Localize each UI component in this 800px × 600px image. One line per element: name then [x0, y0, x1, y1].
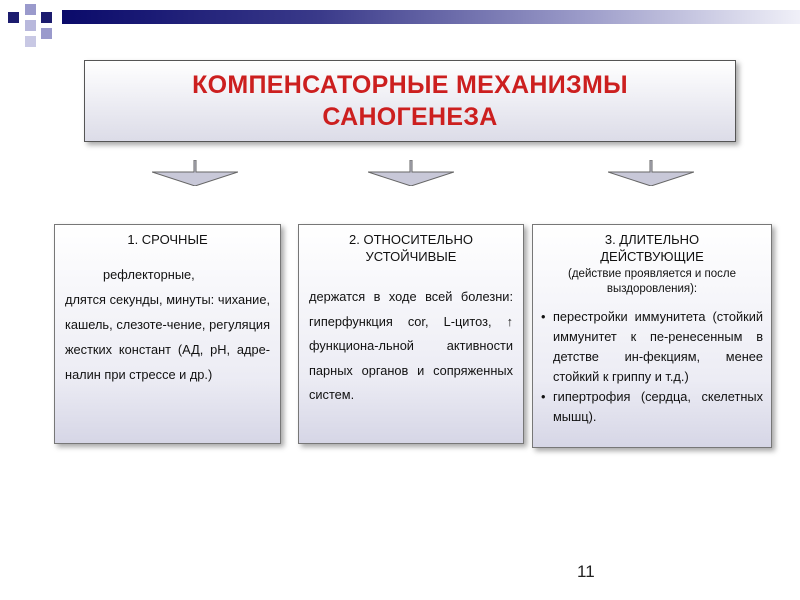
- card-title-line-2: УСТОЙЧИВЫЕ: [365, 249, 457, 264]
- page-number: 11: [577, 562, 595, 581]
- title-box: [84, 60, 736, 142]
- decor-square: [41, 12, 52, 23]
- decor-square: [25, 20, 36, 31]
- card-title: [541, 231, 763, 265]
- card-relatively-stable: [298, 224, 524, 444]
- card-subtitle: (действие проявляется и после выздоровления):: [568, 268, 736, 295]
- decor-square: [41, 28, 52, 39]
- list-item: • гипертрофия (сердца, скелетных мышц).: [541, 387, 763, 427]
- card-text-intro: рефлекторные,: [103, 267, 195, 282]
- list-item: • перестройки иммунитета (стойкий иммунитет к пе-ренесенным в детстве ин-фекциям, менее стойкий к гриппу и т.д.): [541, 307, 763, 387]
- decor-square: [25, 4, 36, 15]
- card-title: 1. СРОЧНЫЕ: [127, 232, 208, 247]
- card-text: [65, 262, 270, 387]
- card-title: [309, 231, 513, 265]
- card-text-body: длятся секунды, минуты: чихание, кашель, слезоте-чение, регуляция жестких констант (АД, рН, адре-налин при стрессе и др.): [65, 292, 270, 382]
- down-arrow-icon: [152, 160, 238, 186]
- title-line-1: КОМПЕНСАТОРНЫЕ МЕХАНИЗМЫ: [192, 71, 628, 99]
- card-title-line-2: ДЕЙСТВУЮЩИЕ: [600, 249, 704, 264]
- down-arrow-icon: [368, 160, 454, 186]
- decor-square: [8, 12, 19, 23]
- card-title-line-1: 2. ОТНОСИТЕЛЬНО: [349, 232, 473, 247]
- bullet-list: [541, 307, 763, 427]
- card-text: держатся в ходе всей болезни: гиперфункция cor, L-цитоз, ↑ функциона-льной активности парных органов и сопряженных систем.: [309, 289, 513, 402]
- decor-square: [25, 36, 36, 47]
- title-line-2: САНОГЕНЕЗА: [322, 103, 498, 131]
- header-gradient-bar: [62, 10, 800, 24]
- card-title-line-1: 3. ДЛИТЕЛЬНО: [604, 232, 700, 247]
- card-long-acting: [532, 224, 772, 448]
- down-arrow-icon: [608, 160, 694, 186]
- card-urgent: [54, 224, 281, 444]
